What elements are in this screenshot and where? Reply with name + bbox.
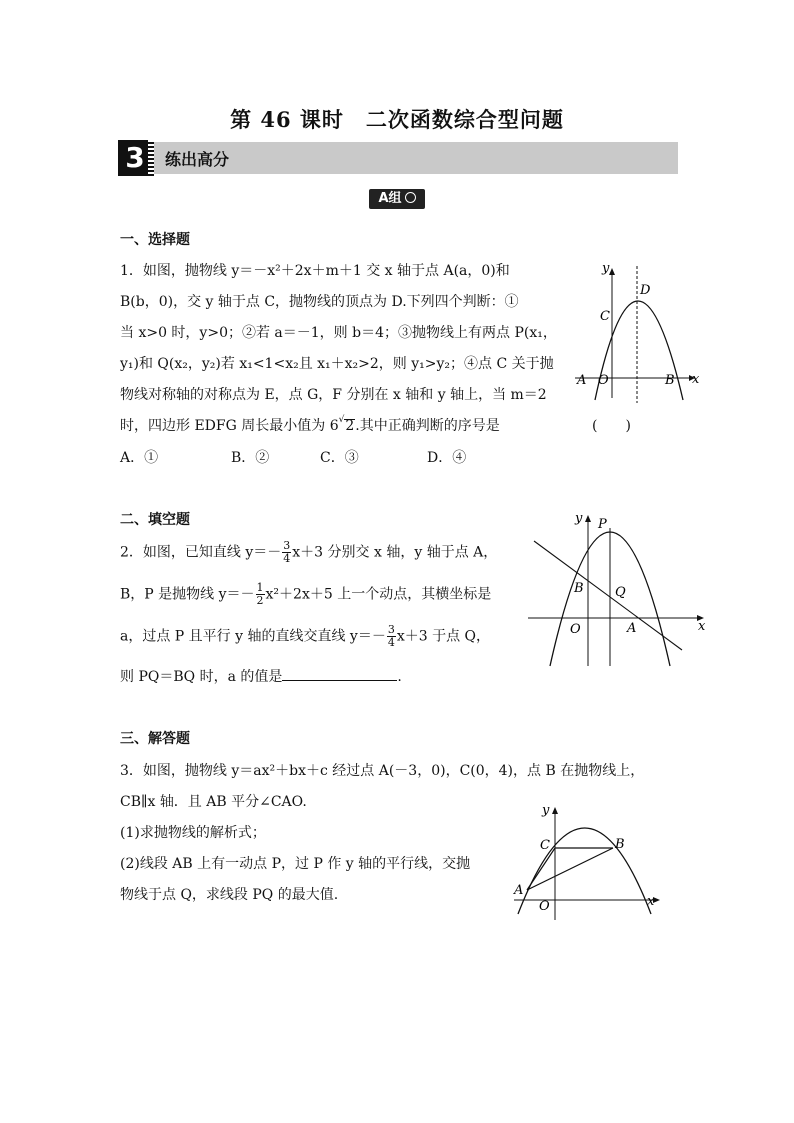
- q1-label-y: y: [602, 261, 610, 276]
- q2-label-a: A: [627, 621, 637, 636]
- section-heading-fill: 二、填空题: [120, 512, 190, 528]
- sqrt-sign: √: [338, 415, 345, 425]
- q2-line-4: [120, 666, 402, 686]
- q2-line-4b: .: [397, 669, 402, 685]
- clock-icon: [405, 192, 416, 203]
- q1-option-a: A．①: [120, 450, 159, 466]
- q2-label-x: x: [698, 619, 706, 634]
- q2-answer-blank[interactable]: [282, 668, 397, 681]
- q2-figure: [522, 508, 712, 670]
- q3-label-x: x: [647, 894, 655, 909]
- q1-y-arrow: [609, 268, 615, 275]
- q3-line-1: 3．如图，抛物线 y＝ax²＋bx＋c 经过点 A(－3，0)，C(0，4)，点 B 在抛物线上，: [120, 763, 645, 779]
- q3-line-4: (2)线段 AB 上有一动点 P，过 P 作 y 轴的平行线，交抛: [120, 856, 471, 872]
- q2-frac1-den: 4: [283, 552, 291, 565]
- section-heading-choice: 一、选择题: [120, 232, 190, 248]
- q2-line-1: [120, 540, 497, 565]
- q1-label-o: O: [598, 373, 609, 388]
- q2-line-3b: x＋3 于点 Q，: [396, 628, 491, 645]
- q1-sqrt-value: 2: [345, 418, 355, 434]
- q3-line-2: CB∥x 轴．且 AB 平分∠CAO.: [120, 794, 307, 810]
- page-title: 第 46 课时 二次函数综合型问题: [230, 107, 564, 132]
- q2-straight-line: [534, 541, 682, 650]
- q1-line-2: B(b，0)，交 y 轴于点 C，抛物线的顶点为 D.下列四个判断：①: [120, 294, 519, 310]
- group-badge-label: A组: [378, 191, 402, 206]
- q1-line-4: y₁)和 Q(x₂，y₂)若 x₁<1<x₂且 x₁＋x₂>2，则 y₁>y₂；④点 C 关于抛: [120, 356, 554, 372]
- q2-fraction-1: [282, 540, 291, 565]
- group-badge: [369, 189, 425, 209]
- q2-frac3-den: 4: [387, 636, 395, 649]
- q2-frac2-den: 2: [256, 594, 264, 607]
- q2-label-q: Q: [615, 585, 626, 600]
- q3-y-arrow: [552, 807, 558, 814]
- q2-line-2a: B，P 是抛物线 y＝－: [120, 586, 255, 603]
- q2-line-1a: 2．如图，已知直线 y＝－: [120, 544, 282, 561]
- q1-option-d: D．④: [427, 450, 467, 466]
- q2-line-3: [120, 624, 490, 649]
- q3-line-5: 物线于点 Q，求线段 PQ 的最大值.: [120, 887, 339, 903]
- q3-label-y: y: [542, 803, 550, 818]
- banner-number: 3: [118, 140, 152, 176]
- q1-label-d: D: [640, 283, 651, 298]
- q1-line-1: 1．如图，抛物线 y＝－x²＋2x＋m＋1 交 x 轴于点 A(a，0)和: [120, 263, 510, 279]
- q2-frac3-num: 3: [387, 623, 395, 636]
- q1-label-x: x: [692, 372, 700, 387]
- q3-label-a: A: [514, 883, 524, 898]
- q3-label-b: B: [615, 837, 625, 852]
- q3-label-o: O: [539, 899, 550, 914]
- q2-line-2b: x²＋2x＋5 上一个动点，其横坐标是: [265, 586, 492, 603]
- q2-label-o: O: [570, 622, 581, 637]
- q1-line-5: 物线对称轴的对称点为 E，点 G，F 分别在 x 轴和 y 轴上，当 m＝2: [120, 387, 547, 403]
- q2-frac2-num: 1: [256, 581, 264, 594]
- q2-fraction-2: [256, 582, 265, 607]
- q2-label-y: y: [575, 511, 583, 526]
- q1-line-6b: .其中正确判断的序号是: [355, 418, 500, 434]
- q2-frac1-num: 3: [283, 539, 291, 552]
- q1-line-6: [120, 415, 500, 435]
- q2-label-p: P: [598, 517, 607, 532]
- q1-label-c: C: [600, 309, 610, 324]
- q2-line-4a: 则 PQ＝BQ 时，a 的值是: [120, 669, 283, 685]
- q1-line-3: 当 x>0 时，y>0；②若 a＝－1，则 b＝4；③抛物线上有两点 P(x₁，: [120, 325, 557, 341]
- q2-line-3a: a，过点 P 且平行 y 轴的直线交直线 y＝－: [120, 628, 386, 645]
- q2-y-arrow: [585, 515, 591, 522]
- q3-label-c: C: [540, 838, 550, 853]
- q1-label-b: B: [665, 373, 675, 388]
- q2-fraction-3: [387, 624, 396, 649]
- q1-option-c: C．③: [320, 450, 359, 466]
- q3-segment-ab: [527, 848, 613, 890]
- q1-label-a: A: [577, 373, 587, 388]
- q1-line-6a: 时，四边形 EDFG 周长最小值为 6: [120, 418, 339, 434]
- q3-parabola: [518, 828, 651, 914]
- section-heading-solve: 三、解答题: [120, 731, 190, 747]
- q3-line-3: (1)求抛物线的解析式；: [120, 825, 266, 841]
- q2-line-2: [120, 582, 491, 607]
- q2-line-1b: x＋3 分别交 x 轴，y 轴于点 A，: [292, 544, 498, 561]
- q3-figure: [508, 802, 668, 922]
- q1-option-b: B．②: [231, 450, 270, 466]
- banner-text: 练出高分: [165, 150, 230, 169]
- q1-answer-paren: ( ): [592, 418, 631, 434]
- q2-label-b: B: [574, 581, 584, 596]
- q1-figure: [565, 258, 705, 408]
